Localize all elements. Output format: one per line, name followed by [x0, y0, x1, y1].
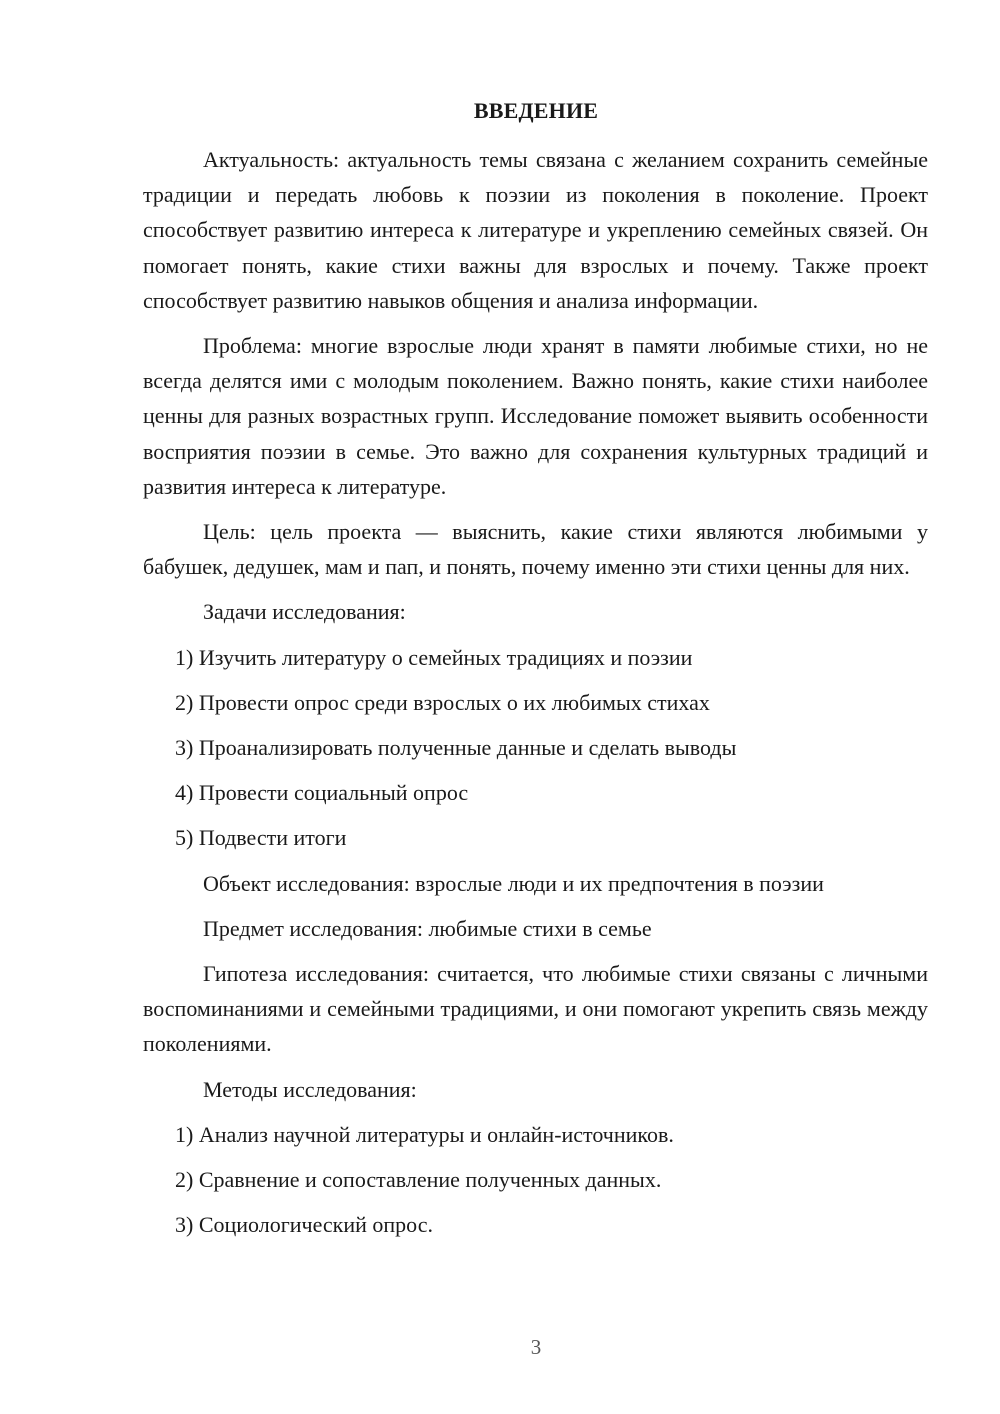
- task-item: 1) Изучить литературу о семейных традициях и поэзии: [175, 644, 693, 670]
- paragraph-goal: Цель: цель проекта — выяснить, какие стихи являются любимыми у бабушек, дедушек, мам и пап, и понять, почему именно эти стихи ценны для них.: [143, 519, 928, 580]
- task-item: 5) Подвести итоги: [175, 825, 347, 851]
- paragraph-hypothesis: Гипотеза исследования: считается, что любимые стихи связаны с личными воспоминаниями и семейными традициями, и они помогают укрепить связь между поколениями.: [143, 961, 928, 1057]
- tasks-heading: Задачи исследования:: [203, 599, 406, 625]
- paragraph-relevance: Актуальность: актуальность темы связана с желанием сохранить семейные традиции и передать любовь к поэзии из поколения в поколение. Проект способствует развитию интереса к литературе и укреплению семейных связей. Он помогает понять, какие стихи важны для взрослых и почему. Также проект способствует развитию навыков общения и анализа информации.: [143, 147, 928, 313]
- section-title: ВВЕДЕНИЕ: [473, 98, 599, 123]
- task-item: 3) Проанализировать полученные данные и сделать выводы: [175, 735, 737, 761]
- paragraph-problem: Проблема: многие взрослые люди хранят в памяти любимые стихи, но не всегда делятся ими с молодым поколением. Важно понять, какие стихи наиболее ценны для разных возрастных групп. Исследование поможет выявить особенности восприятия поэзии в семье. Это важно для сохранения культурных традиций и развития интереса к литературе.: [143, 333, 928, 499]
- task-item: 2) Провести опрос среди взрослых о их любимых стихах: [175, 689, 710, 715]
- research-object: Объект исследования: взрослые люди и их предпочтения в поэзии: [203, 870, 824, 896]
- method-item: 1) Анализ научной литературы и онлайн-источников.: [175, 1121, 674, 1147]
- method-item: 3) Социологический опрос.: [175, 1212, 433, 1238]
- task-item: 4) Провести социальный опрос: [175, 780, 469, 806]
- section-body: [143, 142, 928, 1252]
- research-subject: Предмет исследования: любимые стихи в семье: [203, 915, 652, 941]
- methods-heading: Методы исследования:: [203, 1076, 417, 1102]
- page-number: 3: [530, 1335, 542, 1359]
- method-item: 2) Сравнение и сопоставление полученных данных.: [175, 1167, 662, 1193]
